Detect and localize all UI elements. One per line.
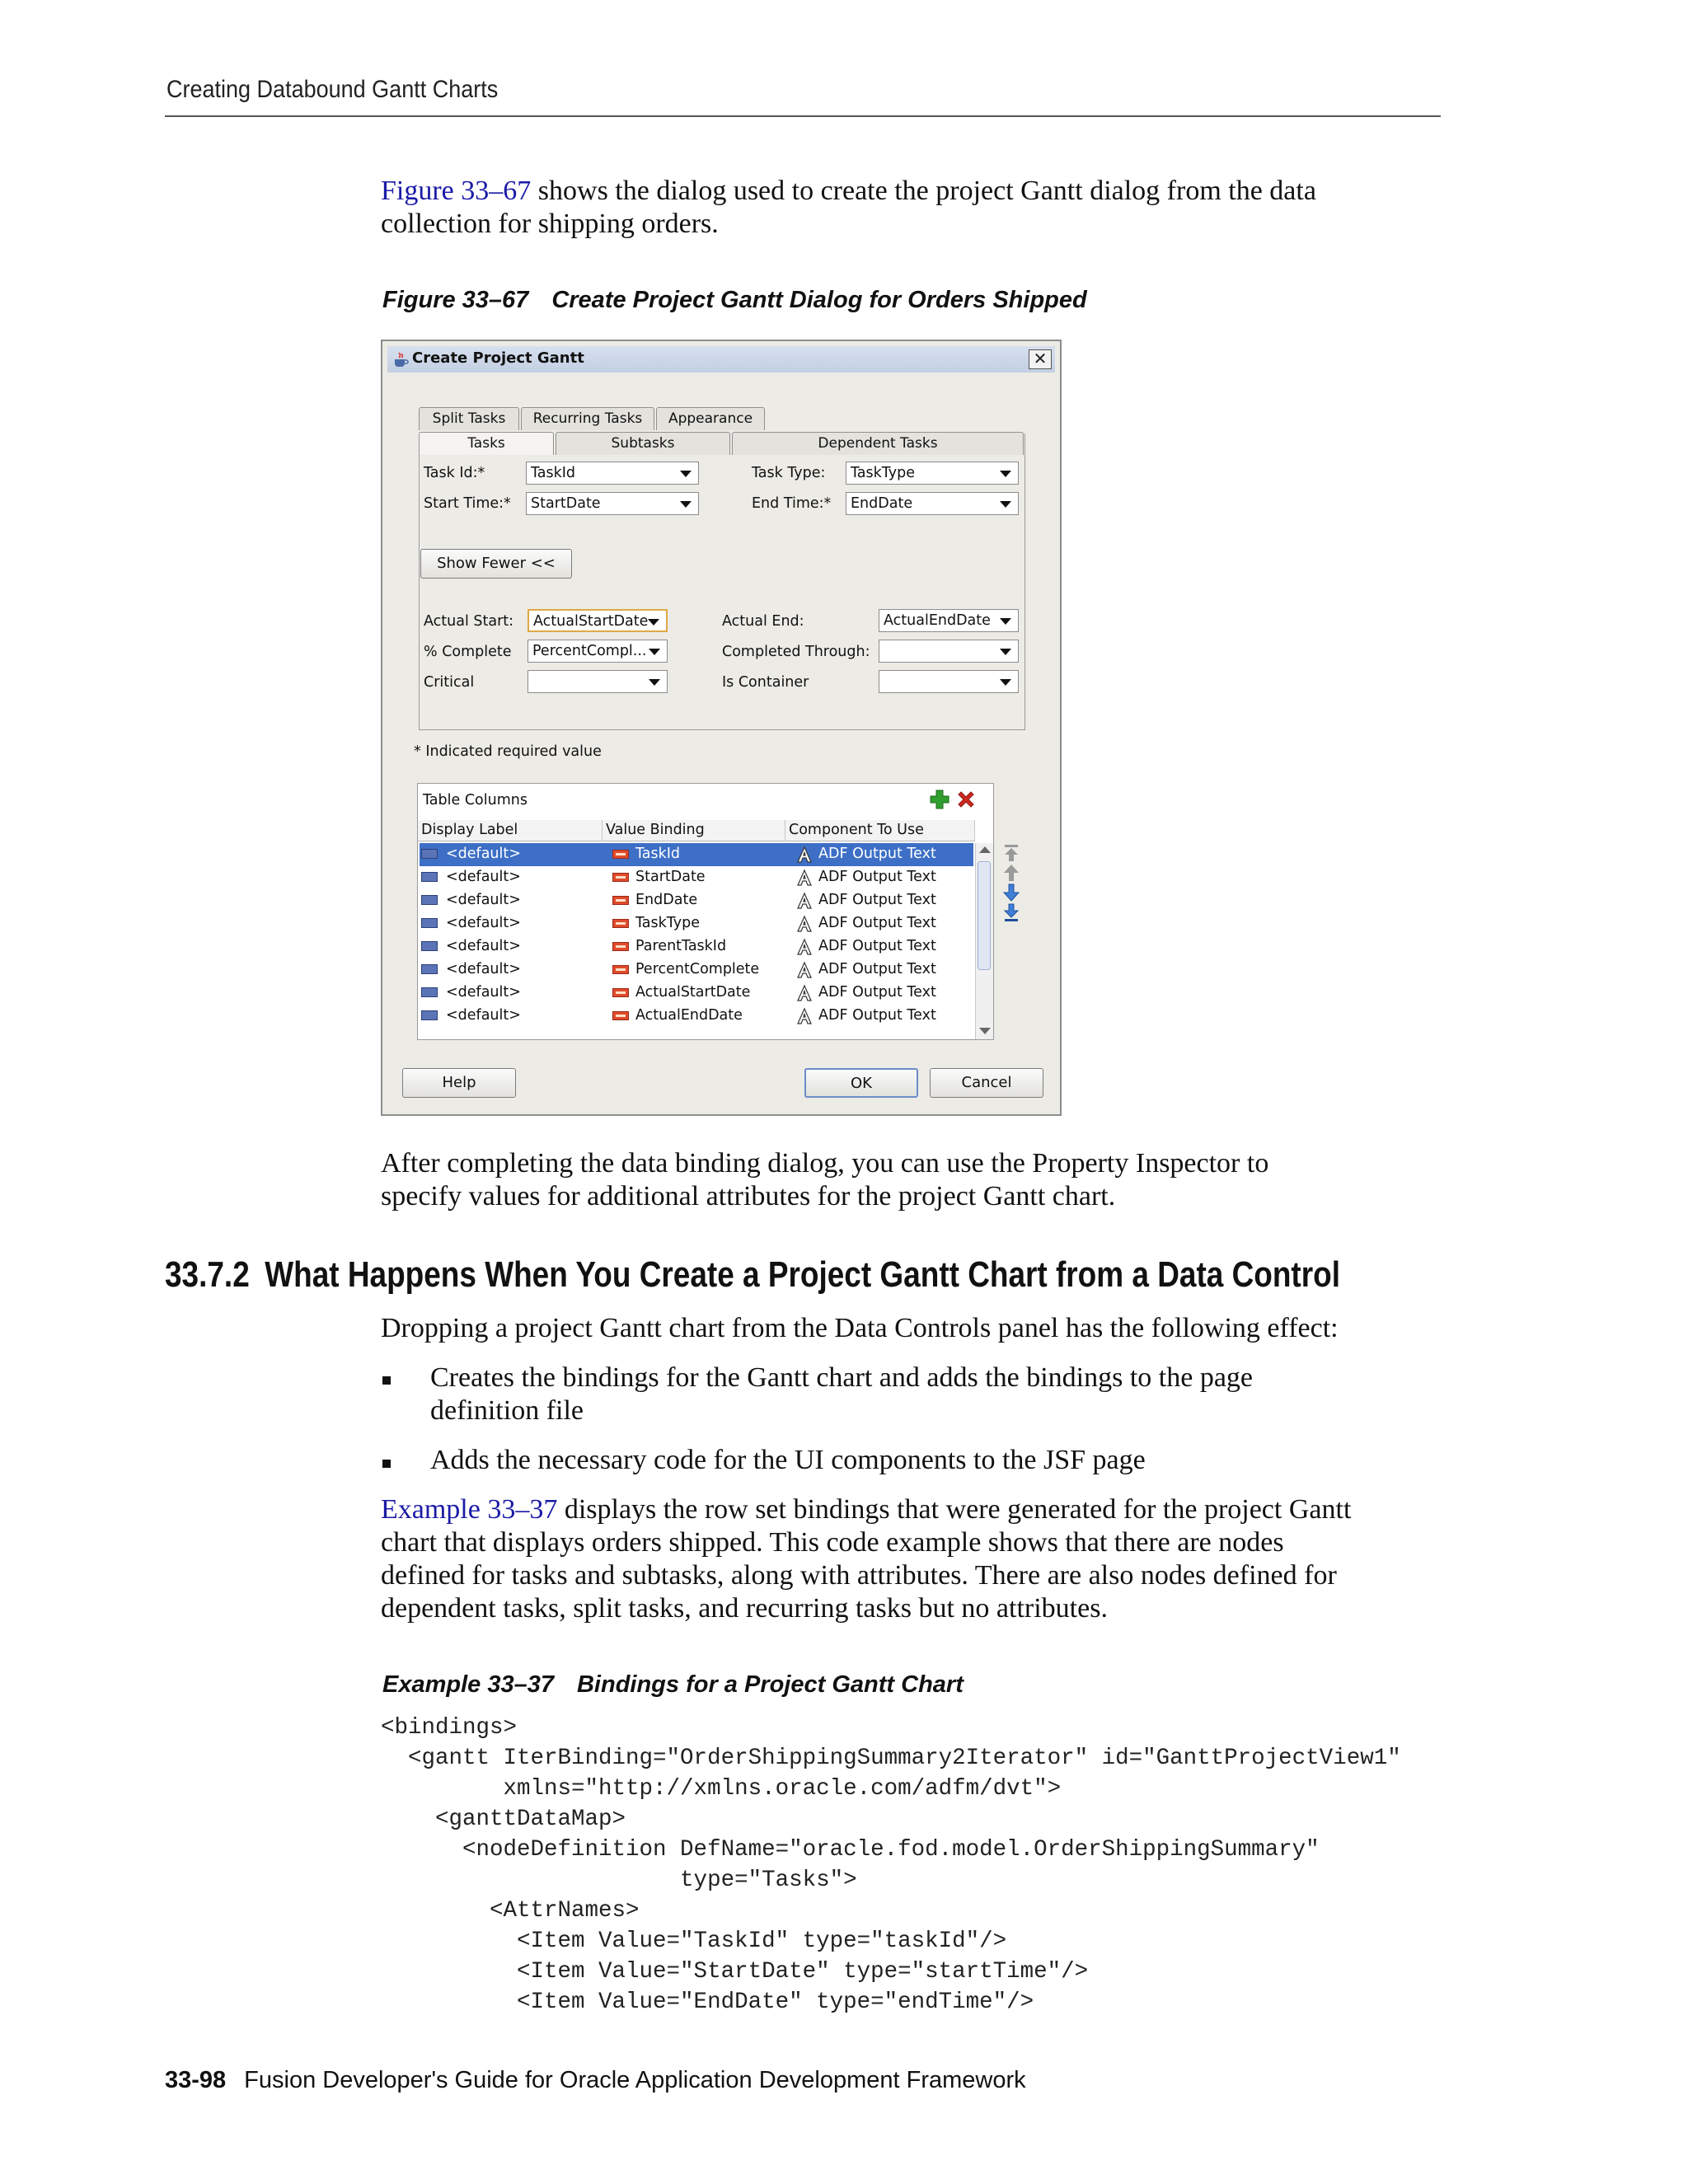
remove-icon[interactable] [955,789,977,810]
xyz-icon [421,872,438,882]
ok-button[interactable]: OK [804,1068,918,1098]
task-id-label: Task Id:* [424,465,485,481]
actual-end-label: Actual End: [722,613,804,630]
para-line4: dependent tasks, split tasks, and recurring tasks but no attributes. [381,1593,1108,1624]
output-text-icon [795,846,814,864]
row-value-binding: TaskId [635,846,681,862]
binding-icon [612,1011,629,1020]
task-id-value: TaskId [531,465,576,481]
binding-icon [612,850,629,859]
is-container-label: Is Container [722,674,809,691]
actual-end-value: ActualEndDate [884,612,991,629]
section-number: 33.7.2 [165,1254,250,1295]
header-rule [165,115,1441,117]
help-button[interactable]: Help [402,1068,516,1098]
scroll-down-icon[interactable] [979,1028,991,1034]
start-time-label: Start Time:* [424,495,511,512]
chevron-down-icon [649,679,660,686]
xyz-icon [421,941,438,951]
task-type-select[interactable] [846,462,1019,485]
para-line2: chart that displays orders shipped. This code example shows that there are nodes [381,1527,1284,1558]
figure-caption [382,287,1087,314]
critical-select[interactable] [528,670,668,693]
row-component: ADF Output Text [818,892,936,908]
move-down-icon[interactable] [1001,882,1022,903]
move-bottom-icon[interactable] [1001,902,1022,923]
row-display-label: <default> [446,938,521,954]
code-example: <bindings> <gantt IterBinding="OrderShippingSummary2Iterator" id="GanttProjectView1" xmlns="http://xmlns.oracle.com/adfm/dvt"> <ganttDataMap> <nodeDefinition DefName="oracle.fod.model.OrderShippingSummary" type="Tasks"> <AttrNames> <Item Value="TaskId" type="taskId"/> <Item Value="StartDate" type="startTime"/> <Item Value="EndDate" type="endTime"/> [381,1715,1401,2015]
table-columns-grid [417,783,994,1040]
row-display-label: <default> [446,892,521,908]
intro-paragraph [381,175,1452,241]
table-row[interactable] [420,889,973,912]
chevron-down-icon [1000,618,1011,625]
table-row[interactable] [420,1005,973,1028]
xyz-icon [421,895,438,905]
row-value-binding: ActualStartDate [635,984,751,1001]
xyz-icon [421,964,438,974]
scroll-thumb[interactable] [978,861,991,970]
row-component: ADF Output Text [818,938,936,954]
bullet-marker [382,1376,391,1385]
bullet1-line2: definition file [430,1395,584,1426]
chevron-down-icon [680,471,692,477]
column-header-display-label[interactable]: Display Label [418,820,603,841]
xyz-icon [421,987,438,997]
tab-dependent-tasks[interactable]: Dependent Tasks [732,432,1024,455]
output-text-icon [795,984,814,1002]
chevron-down-icon [649,649,660,655]
after-line2: specify values for additional attributes for the project Gantt chart. [381,1181,1116,1212]
row-value-binding: EndDate [635,892,698,908]
column-header-component[interactable]: Component To Use [785,820,975,841]
completed-through-label: Completed Through: [722,644,870,660]
para-line1: displays the row set bindings that were generated for the project Gantt [557,1494,1352,1525]
binding-icon [612,942,629,951]
example-caption-title: Bindings for a Project Gantt Chart [576,1671,964,1698]
row-display-label: <default> [446,961,521,977]
chevron-down-icon [648,619,659,626]
row-display-label: <default> [446,846,521,862]
tab-appearance[interactable]: Appearance [656,407,765,430]
binding-icon [612,896,629,905]
table-row[interactable] [420,866,973,889]
table-row[interactable] [420,982,973,1005]
completed-through-select[interactable] [879,640,1019,663]
table-row[interactable] [420,912,973,935]
chevron-down-icon [1000,649,1011,655]
percent-complete-value: PercentCompl... [532,643,647,659]
figure-caption-title: Create Project Gantt Dialog for Orders Shipped [551,287,1087,313]
output-text-icon [795,869,814,887]
bullet-item-1 [430,1361,1452,1427]
xyz-icon [421,918,438,928]
output-text-icon [795,938,814,956]
row-display-label: <default> [446,915,521,931]
chevron-down-icon [1000,471,1011,477]
output-text-icon [795,892,814,910]
required-note: * Indicated required value [414,743,602,760]
tab-recurring-tasks[interactable]: Recurring Tasks [521,407,654,430]
chevron-down-icon [1000,679,1011,686]
percent-complete-label: % Complete [424,644,512,660]
intro-line1: shows the dialog used to create the project Gantt dialog from the data [531,176,1316,206]
end-time-label: End Time:* [752,495,832,512]
row-value-binding: ActualEndDate [635,1007,743,1024]
row-component: ADF Output Text [818,984,936,1001]
table-columns-title: Table Columns [423,792,528,808]
end-time-value: EndDate [851,495,913,512]
figure-caption-number: Figure 33–67 [382,287,529,313]
row-value-binding: ParentTaskId [635,938,727,954]
actual-start-label: Actual Start: [424,613,514,630]
move-top-icon[interactable] [1001,842,1022,864]
cancel-button[interactable]: Cancel [930,1068,1043,1098]
table-row[interactable] [420,843,973,866]
row-display-label: <default> [446,869,521,885]
row-component: ADF Output Text [818,1007,936,1024]
section-heading [165,1254,1340,1296]
move-up-icon[interactable] [1001,862,1022,883]
row-value-binding: TaskType [635,915,700,931]
page-number: 33-98 [165,2067,227,2093]
row-display-label: <default> [446,1007,521,1024]
row-component: ADF Output Text [818,869,936,885]
java-cup-icon [392,351,409,368]
bullet-marker [382,1460,391,1468]
example-link[interactable]: Example 33–37 [381,1494,558,1525]
actual-end-select[interactable] [879,609,1019,632]
add-icon[interactable] [929,789,950,810]
tab-tasks[interactable]: Tasks [419,432,554,455]
row-value-binding: StartDate [635,869,706,885]
tab-subtasks[interactable]: Subtasks [556,432,730,455]
binding-icon [612,965,629,974]
table-scrollbar[interactable] [975,843,993,1039]
scroll-up-icon[interactable] [979,846,991,853]
start-time-value: StartDate [531,495,601,512]
column-header-value-binding[interactable]: Value Binding [603,820,785,841]
row-value-binding: PercentComplete [635,961,760,977]
page-footer [165,2067,1026,2094]
dialog-titlebar [387,346,1055,373]
row-component: ADF Output Text [818,961,936,977]
row-display-label: <default> [446,984,521,1001]
example-caption-number: Example 33–37 [382,1671,554,1698]
figure-link[interactable]: Figure 33–67 [381,176,532,206]
para-line3: defined for tasks and subtasks, along with attributes. There are also nodes defined for [381,1560,1337,1591]
after-line1: After completing the data binding dialog, you can use the Property Inspector to [381,1148,1269,1179]
end-time-select[interactable] [846,492,1019,515]
binding-icon [612,873,629,882]
row-component: ADF Output Text [818,915,936,931]
actual-start-select[interactable] [528,609,668,632]
dialog-close-button[interactable]: ✕ [1029,349,1052,369]
task-type-value: TaskType [851,465,915,481]
is-container-select[interactable] [879,670,1019,693]
xyz-icon [421,849,438,859]
critical-label: Critical [424,674,475,691]
tab-split-tasks[interactable]: Split Tasks [419,407,519,430]
intro-line2: collection for shipping orders. [381,209,719,239]
task-type-label: Task Type: [752,465,826,481]
create-project-gantt-dialog [381,340,1062,1116]
bullet-item-2: Adds the necessary code for the UI components to the JSF page [430,1445,1146,1475]
section-intro: Dropping a project Gantt chart from the Data Controls panel has the following effect: [381,1313,1339,1343]
chevron-down-icon [680,501,692,508]
table-row[interactable] [420,935,973,958]
percent-complete-select[interactable] [528,640,668,663]
example-paragraph [381,1493,1461,1625]
xyz-icon [421,1010,438,1020]
output-text-icon [795,1007,814,1025]
binding-icon [612,919,629,928]
output-text-icon [795,961,814,979]
dialog-title: Create Project Gantt [412,349,584,367]
after-paragraph [381,1147,1452,1213]
example-caption [382,1671,964,1699]
task-id-select[interactable] [526,462,699,485]
section-title: What Happens When You Create a Project Gantt Chart from a Data Control [265,1254,1340,1295]
running-header: Creating Databound Gantt Charts [166,76,499,103]
show-fewer-button[interactable]: Show Fewer << [420,549,572,579]
chevron-down-icon [1000,501,1011,508]
binding-icon [612,988,629,997]
output-text-icon [795,915,814,933]
actual-start-value: ActualStartDate [533,613,649,630]
row-component: ADF Output Text [818,846,936,862]
bullet1-line1: Creates the bindings for the Gantt chart and adds the bindings to the page [430,1362,1254,1393]
footer-title: Fusion Developer's Guide for Oracle Application Development Framework [244,2067,1026,2093]
table-row[interactable] [420,958,973,982]
start-time-select[interactable] [526,492,699,515]
